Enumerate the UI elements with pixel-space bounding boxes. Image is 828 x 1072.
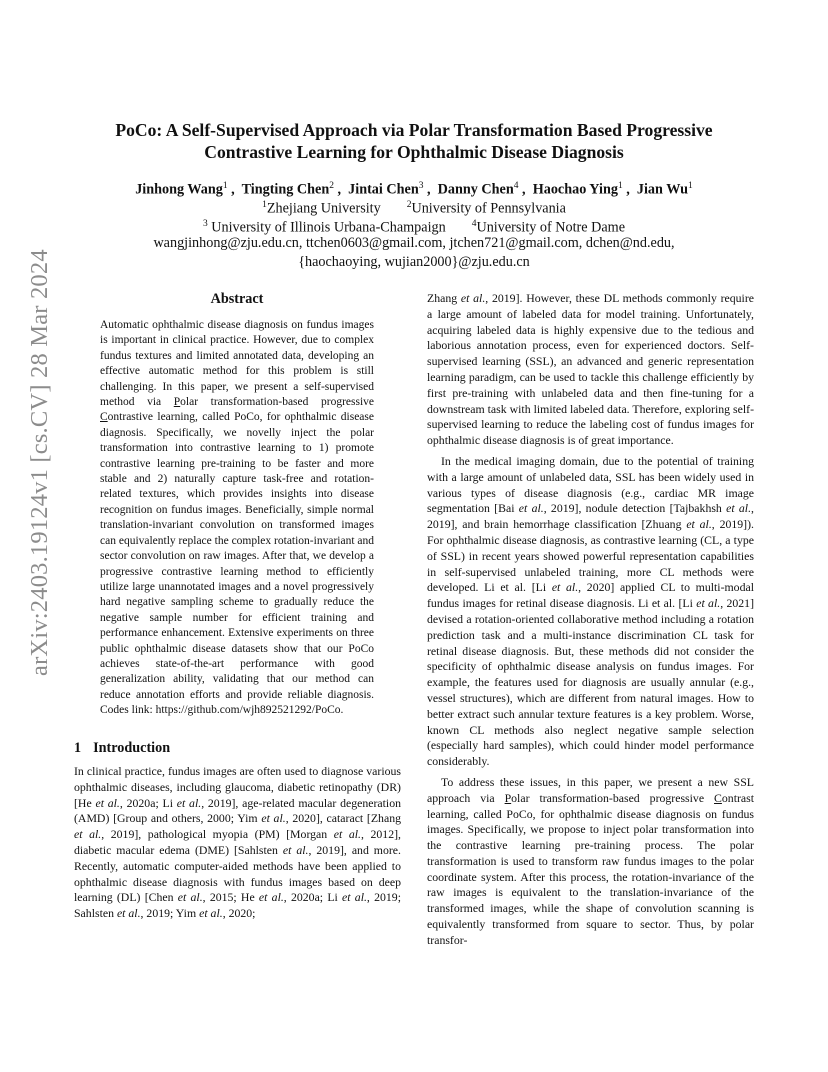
author-affiliation-mark: 4 (513, 181, 519, 191)
abstract-text: Automatic ophthalmic disease diagnosis on fundus images is important in clinical practice. However, due to complex fundus textures and limited annotated data, developing an effective automatic method for this problem is still challenging. In this paper, we present a self-supervised method via Polar transformation-based progressive Contrastive learning, called PoCo, for ophthalmic disease diagnosis. Specifically, we novelly inject the polar transformation into contrastive learning to 1) promote contrastive learning pre-training to be faster and more stable and 2) naturally capture task-free and rotation-related textures, which provides insights into disease recognition on fundus images. Beneficially, simple normal translation-invariant convolution on transformed images can equivalently replace the complex rotation-invariant and sector convolution on raw images. After that, we develop a progressive contrastive learning method to efficiently utilize large unannotated images and a novel progressively hard negative sampling scheme to gradually reduce the negative sample number for efficient training and performance enhancement. Extensive experiments on three public ophthalmic disease datasets show that our PoCo achieves state-of-the-art performance with good generalization ability, validating that our method can reduce annotation efforts and provide reliable diagnosis. Codes link: https://github.com/wjh892521292/PoCo. (100, 319, 374, 717)
author-list: Jinhong Wang$^1$ , Tingting Chen$^2$ , Jintai Chen$^3$ , Danny Chen$^4$ , Haochao Ying$^1$ , Jian Wu$^1$ (135, 181, 693, 198)
affiliation-upenn: University of Pennsylvania (411, 200, 566, 217)
author-affiliation-mark: 1 (222, 181, 228, 191)
author-affiliation-mark: 1 (617, 181, 623, 191)
introduction-paragraph-2: In the medical imaging domain, due to the potential of training with a large amount of unlabeled data, SSL has been widely used in various types of disease diagnosis (e.g., cardiac MR image segmentation [Bai et al., 2019], nodule detection [Tajbakhsh et al., 2019], and brain hemorrhage classification [Zhuang et al., 2019]). For ophthalmic disease diagnosis, as contrastive learning (CL, a type of SSL) in recent years showed powerful representation capabilities in self-supervised unlabeled training, more CL methods were developed. Li et al. [Li et al., 2020] applied CL to multi-modal fundus images for retinal disease diagnosis. Li et al. [Li et al., 2021] devised a rotation-oriented collaborative method including a rotation prediction task and a multi-instance discrimination CL task for retinal disease diagnosis. But, these methods did not consider the specificity of ophthalmic disease analysis on fundus images. For example, the features used for diagnosis are usually annular (e.g., vessel structures), which are different from natural images. How to better extract such annular texture features is a key problem. Worse, known CL methods also neglect negative sample selection (especially hard samples), which could hinder model performance considerably. (427, 453, 754, 769)
author-affiliation-mark: 1 (688, 181, 693, 191)
author-affiliation-mark: 3 (418, 181, 424, 191)
author-name: Jinhong Wang (135, 181, 223, 198)
author-name: Jintai Chen (348, 181, 419, 198)
arxiv-identifier: arXiv:2403.19124v1 [cs.CV] 28 Mar 2024 (26, 249, 53, 676)
affiliations-line-2: $^3$ University of Illinois Urbana-Champaign $^4$University of Notre Dame (202, 219, 626, 236)
author-name: Haochao Ying (532, 181, 618, 198)
author-affiliation-mark: 2 (329, 181, 334, 191)
author-name: Danny Chen (437, 181, 514, 198)
author-emails-line-1: wangjinhong@zju.edu.cn, ttchen0603@gmail.com, jtchen721@gmail.com, dchen@nd.edu, (153, 235, 675, 251)
affiliation-zhejiang: Zhejiang University (266, 200, 381, 217)
affiliation-notre-dame: University of Notre Dame (476, 219, 626, 236)
abstract-heading: Abstract (210, 291, 264, 307)
author-name: Tingting Chen (241, 181, 330, 198)
affiliations-line-1: $^1$Zhejiang University $^2$University of Pennsylvania (262, 200, 566, 217)
paper-title (70, 119, 758, 163)
introduction-paragraph-1: In clinical practice, fundus images are often used to diagnose various ophthalmic diseases, including glaucoma, diabetic retinopathy (DR) [He et al., 2020a; Li et al., 2019], age-related macular degeneration (AMD) [Group and others, 2000; Yim et al., 2020], cataract [Zhang et al., 2019], pathological myopia (PM) [Morgan et al., 2012], diabetic macular edema (DME) [Sahlsten et al., 2019], and more. Recently, automatic computer-aided methods have been applied to ophthalmic disease diagnosis with fundus images based on deep learning (DL) [Chen et al., 2015; He et al., 2020a; Li et al., 2019; Sahlsten et al., 2019; Yim et al., 2020; (74, 764, 402, 921)
introduction-paragraph-1-continued: Zhang et al., 2019]. However, these DL methods commonly require a large amount of labeled data for model training. Unfortunately, acquiring labeled data is highly expensive due to the tedious and laborious annotation process, even for experienced doctors. Self-supervised learning (SSL), an advanced and generic representation learning paradigm, can be used to tackle this challenge efficiently by first pre-training with unlabeled data and then fine-tuning for a downstream task with limited labeled data. Therefore, exploring self-supervised learning to reduce the labeling cost of fundus images for ophthalmic disease diagnosis is of great importance. (427, 291, 754, 448)
author-emails-line-2: {haochaoying, wujian2000}@zju.edu.cn (298, 254, 530, 270)
title-line-1: PoCo: A Self-Supervised Approach via Polar Transformation Based Progressive (115, 120, 713, 140)
author-name: Jian Wu (636, 181, 689, 198)
right-column (427, 291, 754, 954)
introduction-paragraph-3: To address these issues, in this paper, we present a new SSL approach via Polar transformation-based progressive Contrast learning, called PoCo, for ophthalmic disease diagnosis on fundus images. Specifically, we propose to inject polar transformation into the contrastive learning pre-training process. The polar transformation is used to transform raw fundus images to the polar coordinate system. After this process, the rotation-invariance of the raw images is equivalent to the translation-invariance of the transformed images, while the shape of convolution scanning is equivalently transformed from square to sector. Thus, by polar transfor- (427, 774, 755, 947)
affiliation-uiuc: University of Illinois Urbana-Champaign (211, 219, 446, 236)
section-heading-introduction: 1 Introduction (74, 740, 171, 756)
title-line-2: Contrastive Learning for Ophthalmic Disease Diagnosis (204, 142, 624, 162)
